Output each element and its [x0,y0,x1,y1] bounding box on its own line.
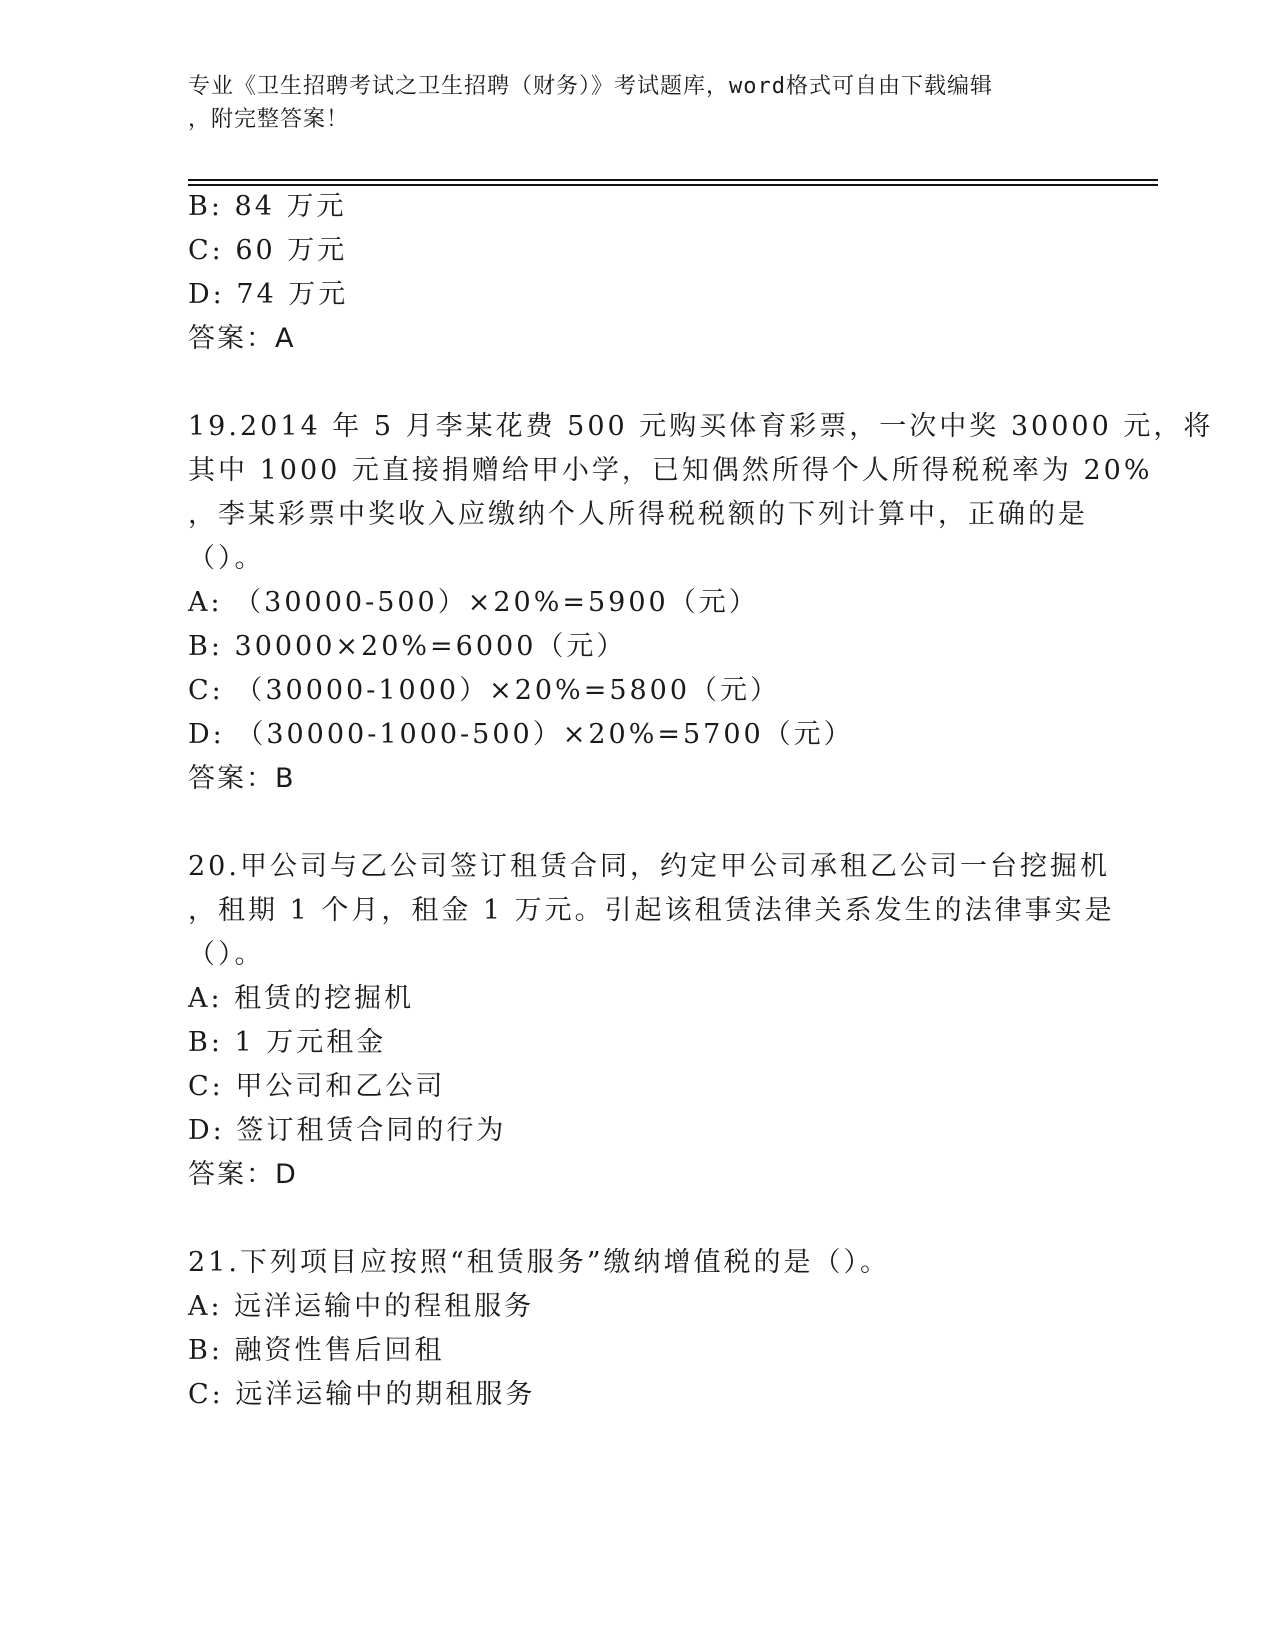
q18-answer: 答案：A [188,323,296,354]
q18-option-c: C: 60 万元 [188,235,348,266]
q20-option-d: D: 签订租赁合同的行为 [188,1115,507,1146]
q21-option-c: C: 远洋运输中的期租服务 [188,1379,536,1410]
q20-stem-line-3: （）。 [188,939,265,970]
q20-option-a: A: 租赁的挖掘机 [188,983,415,1014]
q20-option-b: B: 1 万元租金 [188,1027,387,1058]
q20-answer: 答案：D [188,1159,298,1190]
q21-option-a: A: 远洋运输中的程租服务 [188,1291,535,1322]
document-header [188,70,1088,136]
q19-stem-line-2: 其中 1000 元直接捐赠给甲小学，已知偶然所得个人所得税税率为 20% [188,455,1153,486]
header-line-1: 专业《卫生招聘考试之卫生招聘（财务）》考试题库，word格式可自由下载编辑 [188,74,993,99]
q19-stem-line-1: 19.2014 年 5 月李某花费 500 元购买体育彩票，一次中奖 30000 元，将 [188,411,1214,442]
q19-option-a: A: （30000-500）×20%=5900（元） [188,587,759,618]
q19-option-d: D: （30000-1000-500）×20%=5700（元） [188,719,854,750]
header-line-2: ，附完整答案！ [188,107,350,132]
q18-option-b: B: 84 万元 [188,191,347,222]
q19-option-c: C: （30000-1000）×20%=5800（元） [188,675,781,706]
header-divider-top [188,179,1158,181]
q21-option-b: B: 融资性售后回租 [188,1335,445,1366]
q20-stem-line-2: ，租期 1 个月，租金 1 万元。引起该租赁法律关系发生的法律事实是 [188,895,1115,926]
q21-stem-line-1: 21.下列项目应按照“租赁服务”缴纳增值税的是（）。 [188,1247,891,1278]
q20-stem-line-1: 20.甲公司与乙公司签订租赁合同，约定甲公司承租乙公司一台挖掘机 [188,851,1110,882]
q19-stem-line-4: （）。 [188,543,265,574]
q18-option-d: D: 74 万元 [188,279,349,310]
q19-stem-line-3: ，李某彩票中奖收入应缴纳个人所得税税额的下列计算中，正确的是 [188,499,1088,530]
q20-option-c: C: 甲公司和乙公司 [188,1071,446,1102]
q19-answer: 答案：B [188,763,296,794]
q19-option-b: B: 30000×20%=6000（元） [188,631,627,662]
